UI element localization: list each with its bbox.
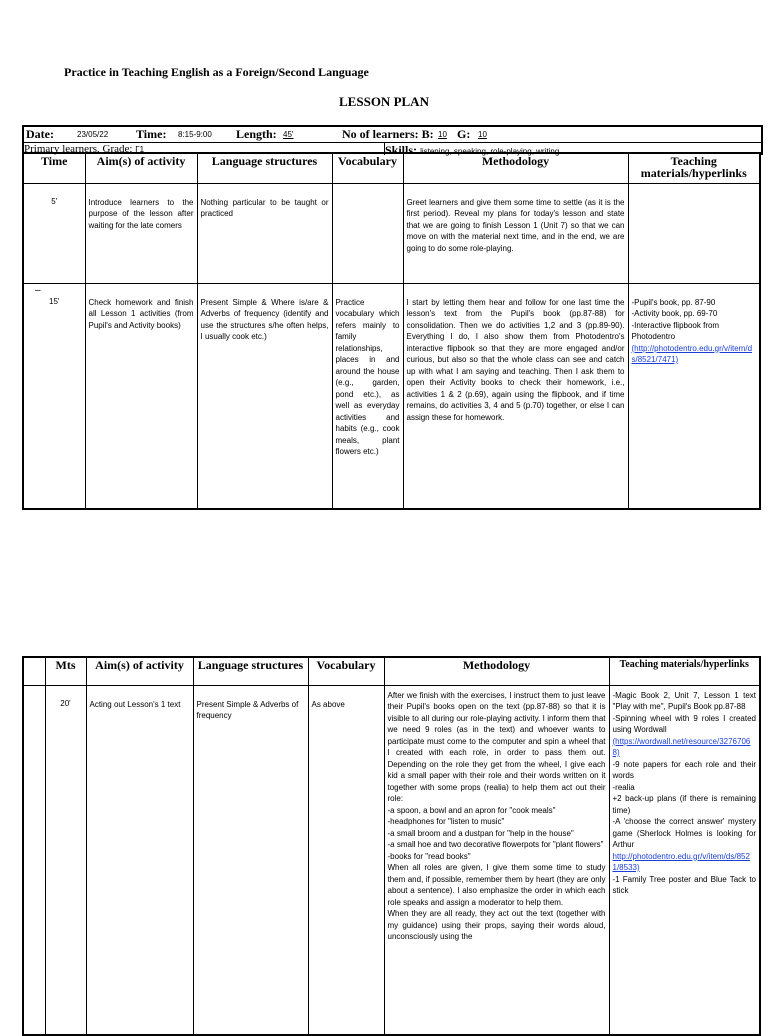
lesson-plan-title: LESSON PLAN <box>339 94 429 109</box>
row-methodology: I start by letting them hear and follow for one last time the lesson's text from the Pupil's book (pp.87-88) for consolidation. Then we do activities 1,2 and 3 (pp.89-90). Everything I do, I also show them from Photodentro's interactive flipbook so that they are more engaged and/or curious, but also so that the whole class can see and catch up with what I am saying and teaching. Then I ask them to open their Activity books to check their homework, i.e., activities 1 & 2 (p.69), again using the flipbook, and if time remains, do activities 3, 4 and 5 (p.70) together, or else I can assign these for homework. <box>403 283 628 509</box>
prop-item: -a small hoe and two decorative flowerpots for "plant flowers" <box>387 840 604 849</box>
col-vocabulary: Vocabulary <box>308 657 384 685</box>
empty-cell <box>23 685 45 1035</box>
col-time: Mts <box>45 657 86 685</box>
course-title: Practice in Teaching English as a Foreign/Second Language <box>64 65 369 79</box>
col-materials: Teaching materials/hyperlinks <box>628 153 760 183</box>
row-vocabulary: Practice vocabulary which refers mainly to family relationships, places in and around the house (e.g., garden, pond etc.), as well as everyday activities and habits (e.g., cook meals, plant flowers etc.) <box>332 283 403 509</box>
row-materials <box>628 283 760 509</box>
table-row <box>23 685 760 1035</box>
prop-item: -books for "read books" <box>387 851 471 861</box>
grade-label: Primary learners, Grade: <box>24 143 133 155</box>
skills-label: Skills: <box>385 143 418 157</box>
girls-label: G: <box>457 127 471 141</box>
length-value: 45' <box>283 130 294 139</box>
prop-item: -a small broom and a dustpan for "help in the house" <box>387 828 574 838</box>
row-vocabulary: As above <box>308 685 384 1035</box>
lesson-table-2 <box>22 656 761 1036</box>
table-header-row <box>23 153 760 183</box>
material-item: -9 note papers for each role and their words <box>612 759 756 780</box>
material-item: -Spinning wheel with 9 roles I created using Wordwall <box>612 713 756 734</box>
material-item: +2 back-up plans (if there is remaining time) <box>612 794 756 815</box>
row-language: Present Simple & Adverbs of frequency <box>193 685 308 1035</box>
girls-value: 10 <box>478 130 487 139</box>
row-time: 20' <box>45 685 86 1035</box>
material-item: -Activity book, pp. 69-70 <box>631 309 718 318</box>
info-row <box>24 127 761 143</box>
methodology-text: When they are all ready, they act out the text (together with my guidance) using their props, saying their words aloud, unconsciously using the <box>387 909 606 941</box>
col-materials: Teaching materials/hyperlinks <box>609 657 760 685</box>
learners-label: No of learners: B: <box>342 127 434 141</box>
photodentro-link[interactable]: (http://photodentro.edu.gr/v/item/ds/8521/7471) <box>631 343 753 364</box>
col-language: Language structures <box>193 657 308 685</box>
col-vocabulary: Vocabulary <box>332 153 403 183</box>
length-label: Length: <box>236 127 277 141</box>
row-language: Nothing particular to be taught or practiced <box>197 183 332 283</box>
skills-value: listening, speaking, role-playing, writing <box>420 147 560 156</box>
col-aims: Aim(s) of activity <box>85 153 197 183</box>
prop-item: -headphones for "listen to music" <box>387 817 505 826</box>
boys-value: 10 <box>438 130 447 139</box>
material-item: -Magic Book 2, Unit 7, Lesson 1 text "Play with me", Pupil's Book pp.87-88 <box>612 690 756 711</box>
row-language: Present Simple & Where is/are & Adverbs of frequency (identify and use the structures s/he often helps, I usually cook etc.) <box>197 283 332 509</box>
table-row <box>23 183 760 283</box>
photodentro-link[interactable]: http://photodentro.edu.gr/v/item/ds/8521/8533) <box>612 851 750 872</box>
methodology-text: When all roles are given, I give them some time to study them and, if possible, remember them by heart (they are only about a sentence). I also emphasize the order in which each role speaks and assign a moderator to help them. <box>387 863 606 907</box>
col-aims: Aim(s) of activity <box>86 657 193 685</box>
row-aims: Check homework and finish all Lesson 1 activities (from Pupil's and Activity books) <box>85 283 197 509</box>
table-row <box>23 283 760 509</box>
prop-item: -a spoon, a bowl and an apron for "cook meals" <box>387 805 556 815</box>
date-label: Date: <box>26 127 54 141</box>
grade-value: Γ1 <box>135 145 145 154</box>
col-time: Time <box>23 153 85 183</box>
table-header-row <box>23 657 760 685</box>
row-aims: Acting out Lesson's 1 text <box>86 685 193 1035</box>
row-methodology: Greet learners and give them some time to settle (as it is the first period). Reveal my plans for today's lesson and state that we are going to finish Lesson 1 (Unit 7) so that we can move on with the material next time, and in the end, we are going to do some role-playing. <box>403 183 628 283</box>
col-methodology: Methodology <box>403 153 628 183</box>
col-language: Language structures <box>197 153 332 183</box>
time-label: Time: <box>136 127 167 141</box>
material-item: -Interactive flipbook from Photodentro <box>631 320 720 341</box>
empty-cell <box>23 657 45 685</box>
row-methodology <box>384 685 609 1035</box>
row-time: 5' <box>23 183 85 283</box>
material-item: -Pupil's book, pp. 87-90 <box>631 297 716 307</box>
dash-mark: – <box>35 285 41 296</box>
lesson-table-1 <box>22 152 761 510</box>
row-vocabulary <box>332 183 403 283</box>
date-value: 23/05/22 <box>77 130 109 139</box>
lesson-info-header <box>22 125 763 155</box>
wordwall-link[interactable]: (https://wordwall.net/resource/32767068) <box>612 736 751 757</box>
time-value: 8:15-9:00 <box>178 130 212 139</box>
col-methodology: Methodology <box>384 657 609 685</box>
material-item: -realia <box>612 782 635 792</box>
material-item: -A 'choose the correct answer' mystery game (Sherlock Holmes is looking for Arthur <box>612 817 756 849</box>
row-materials <box>609 685 760 1035</box>
row-materials <box>628 183 760 283</box>
methodology-text: After we finish with the exercises, I instruct them to just leave their Pupil's books open on the text (pp.87-88) so that it is visible to all during our role-playing activity. I inform them that we need 9 roles (as in the text) and whoever wants to participate must come to the computer and spin a wheel that I created with each role, in order to pass them out. Depending on the role they get from the wheel, I give each kid a small paper with their role and their words written on it together with some props (realia) to help them act out their role: <box>387 690 606 803</box>
row-time: 15' <box>23 283 85 509</box>
row-aims: Introduce learners to the purpose of the lesson after waiting for the late comers <box>85 183 197 283</box>
material-item: -1 Family Tree poster and Blue Tack to stick <box>612 874 756 895</box>
